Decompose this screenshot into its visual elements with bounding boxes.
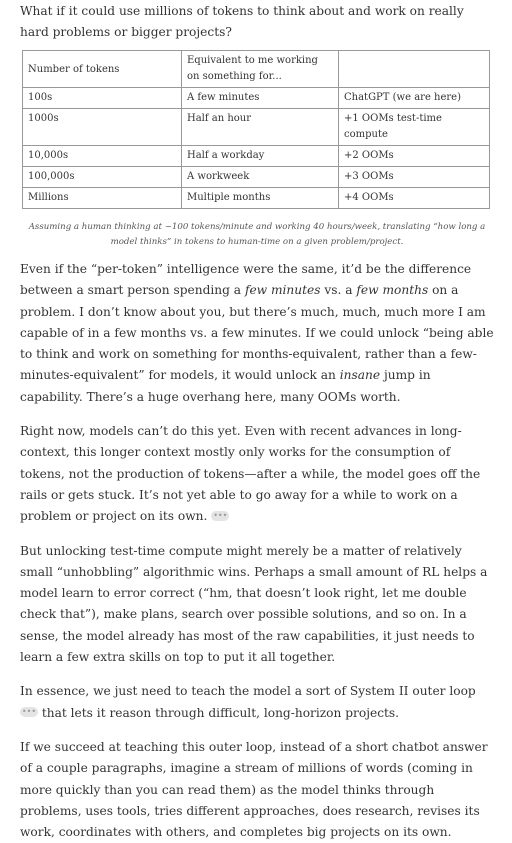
emphasis-insane: insane xyxy=(339,368,381,383)
intro-paragraph: What if it could use millions of tokens to think about and work on really hard problems or bigger projects? xyxy=(20,4,464,39)
paragraph-right-now xyxy=(20,421,494,527)
table-cell: Millions xyxy=(23,188,182,209)
text-span: In essence, we just need to teach the model a sort of System II outer loop xyxy=(20,684,476,699)
table-cell: 10,000s xyxy=(23,146,182,167)
table-row xyxy=(23,167,490,188)
text-span: Right now, models can’t do this yet. Even with recent advances in long-context, this longer context mostly only works for the consumption of tokens, not the production of tokens—after a while, the model goes off the rails or gets stuck. It’s not yet able to go away for a while to work on a problem or project on its own. xyxy=(20,424,481,524)
table-cell: Multiple months xyxy=(182,188,339,209)
paragraph-outer-loop: If we succeed at teaching this outer loop, instead of a short chatbot answer of a couple paragraphs, imagine a stream of millions of words (coming in more quickly than you can read them) as the model thinks through problems, uses tools, tries different approaches, does research, revises its work, coordinates with others, and completes big projects on its own. xyxy=(20,739,488,840)
emphasis-few-months: few months xyxy=(356,283,429,298)
header-cell-equivalent: Equivalent to me working on something for... xyxy=(182,51,339,88)
text-span: on a problem. I don’t know about you, but there’s much, much, much more I am capable of in a few months vs. a few minutes. If we could unlock “being able to think and work on something for months-equivalent, rather than a few-minutes-equivalent” for models, it would unlock an xyxy=(20,283,494,383)
table-row xyxy=(23,146,490,167)
table-cell: +3 OOMs xyxy=(339,167,490,188)
table-cell: +2 OOMs xyxy=(339,146,490,167)
table-cell: ChatGPT (we are here) xyxy=(339,88,490,109)
table-cell: A workweek xyxy=(182,167,339,188)
table-caption: Assuming a human thinking at ~100 tokens/minute and working 40 hours/week, translating “how long a model thinks” in tokens to human-time on a given problem/project. xyxy=(28,222,486,247)
oom-table xyxy=(22,50,490,209)
table-cell: 1000s xyxy=(23,109,182,146)
paragraph-unlocking: But unlocking test-time compute might merely be a matter of relatively small “unhobbling” algorithmic wins. Perhaps a small amount of RL helps a model learn to error correct (“hm, that doesn’t look right, let me double check that”), make plans, search over possible solutions, and so on. In a sense, the model already has most of the raw capabilities, it just needs to learn a few extra skills on top to put it all together. xyxy=(20,543,488,665)
paragraph-per-token xyxy=(20,259,494,408)
table-header-row xyxy=(23,51,490,88)
table-cell: +4 OOMs xyxy=(339,188,490,209)
table-cell: A few minutes xyxy=(182,88,339,109)
emphasis-few-minutes: few minutes xyxy=(244,283,321,298)
footnote-button[interactable]: ••• xyxy=(213,510,228,520)
footnote-button[interactable]: ••• xyxy=(21,707,37,717)
header-cell-empty xyxy=(339,51,490,88)
paragraph-in-essence xyxy=(20,681,494,724)
table-row xyxy=(23,188,490,209)
table-cell: +1 OOMs test-time compute xyxy=(339,109,490,146)
text-span: Even if the “per-token” intelligence were the same, it’d be the difference between a smart person spending a xyxy=(20,262,472,298)
table-row xyxy=(23,109,490,146)
table-cell: 100s xyxy=(23,88,182,109)
table-row xyxy=(23,88,490,109)
table-cell: Half a workday xyxy=(182,146,339,167)
table-cell: 100,000s xyxy=(23,167,182,188)
text-span: that lets it reason through difficult, long-horizon projects. xyxy=(38,705,400,720)
header-cell-tokens: Number of tokens xyxy=(23,51,182,88)
table-cell: Half an hour xyxy=(182,109,339,146)
text-span: jump in capability. There’s a huge overhang here, many OOMs worth. xyxy=(20,368,431,404)
text-span: vs. a xyxy=(320,283,357,298)
